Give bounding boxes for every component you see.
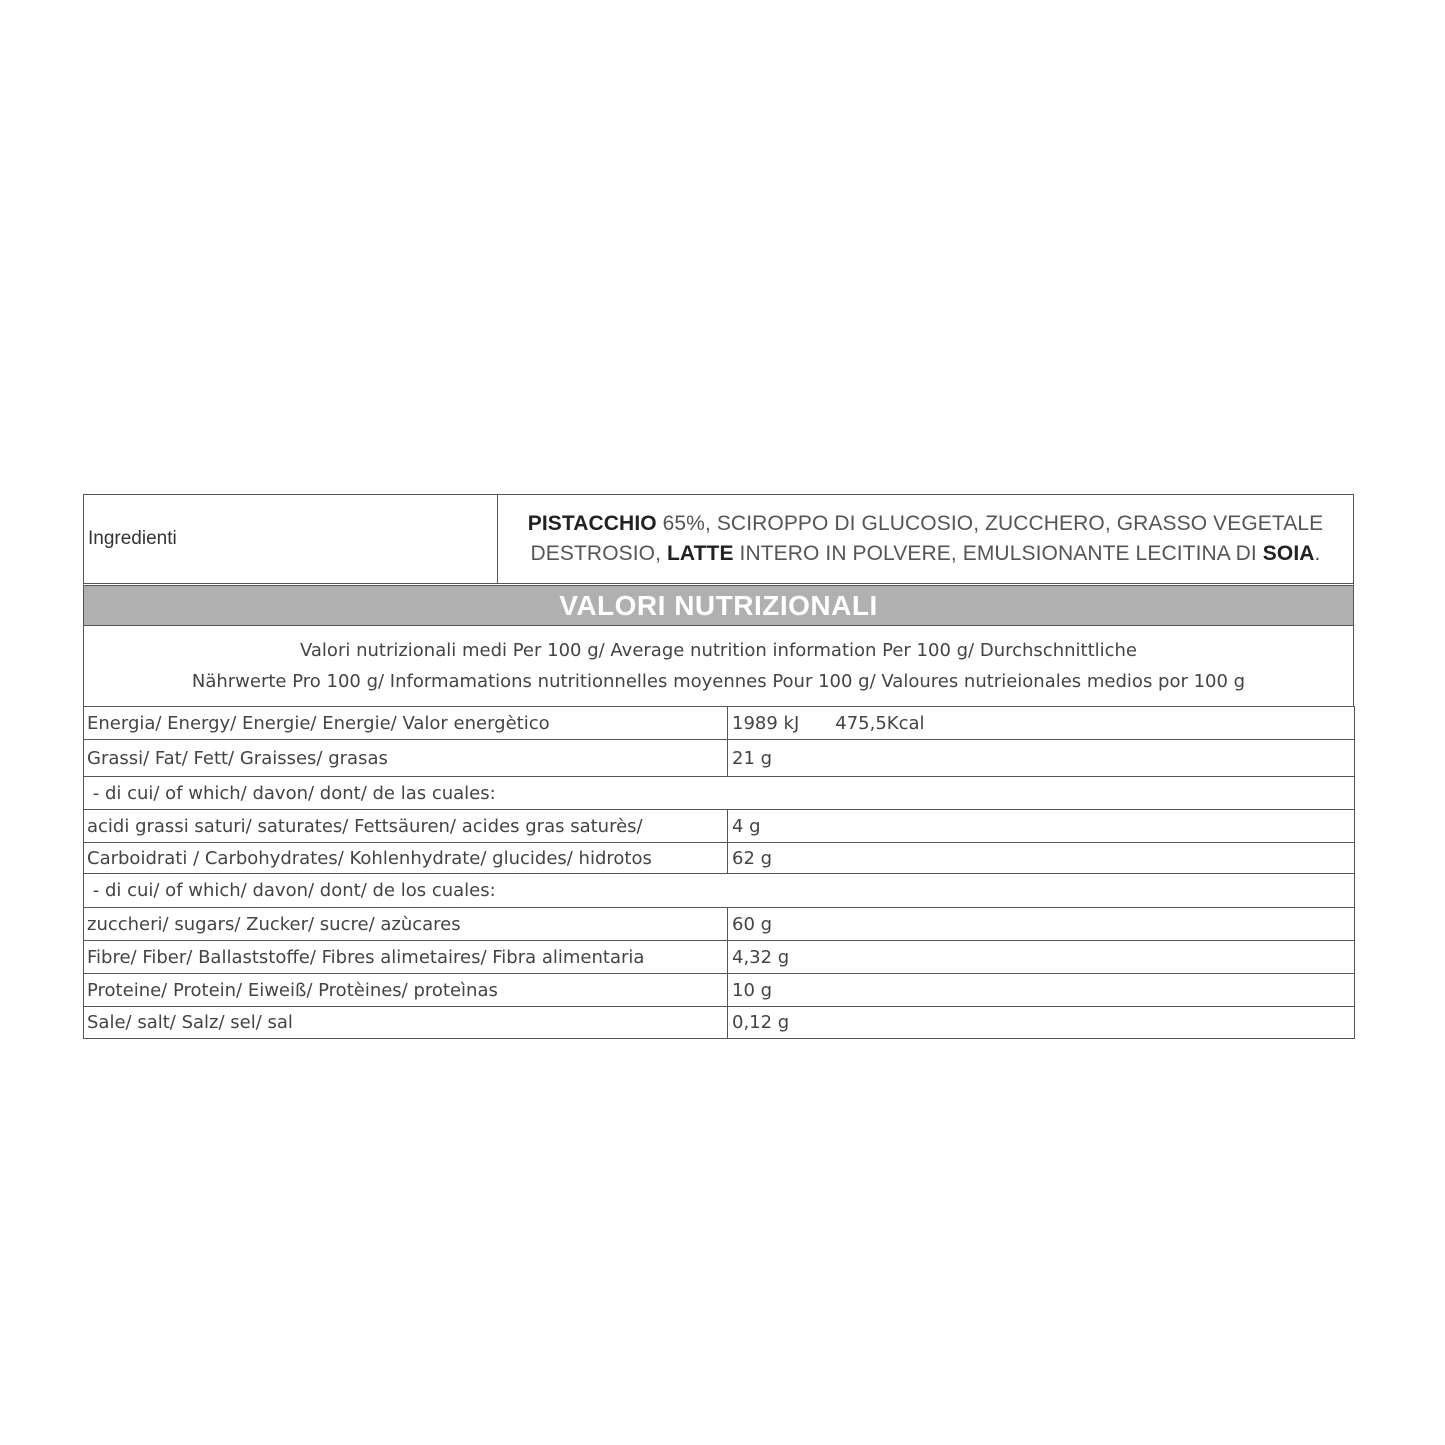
nutrient-label: acidi grassi saturi/ saturates/ Fettsäuren/ acides gras saturès/ bbox=[84, 810, 728, 843]
table-row bbox=[84, 874, 1355, 908]
nutrition-table bbox=[83, 706, 1355, 1039]
table-row bbox=[84, 974, 1355, 1007]
nutrient-value: 62 g bbox=[728, 843, 1355, 874]
nutrient-label: Proteine/ Protein/ Eiweiß/ Protèines/ proteìnas bbox=[84, 974, 728, 1007]
nutrient-subheading: - di cui/ of which/ davon/ dont/ de las cuales: bbox=[84, 777, 1355, 810]
nutrient-subheading: - di cui/ of which/ davon/ dont/ de los cuales: bbox=[84, 874, 1355, 908]
nutrient-value: 0,12 g bbox=[728, 1007, 1355, 1039]
nutrient-label: Grassi/ Fat/ Fett/ Graisses/ grasas bbox=[84, 740, 728, 777]
table-row bbox=[84, 740, 1355, 777]
nutrient-value bbox=[728, 707, 1355, 740]
allergen-latte: LATTE bbox=[666, 542, 734, 565]
ingredients-section bbox=[83, 494, 1354, 586]
nutrient-value: 4,32 g bbox=[728, 941, 1355, 974]
ingredients-line-2-start: DESTROSIO, bbox=[530, 542, 667, 565]
ingredients-line-2 bbox=[531, 539, 1321, 569]
table-row bbox=[84, 777, 1355, 810]
energy-kcal: 475,5Kcal bbox=[835, 712, 925, 734]
nutrient-value: 4 g bbox=[728, 810, 1355, 843]
nutrient-value: 21 g bbox=[728, 740, 1355, 777]
ingredients-line-2-end: . bbox=[1314, 542, 1321, 565]
nutrient-label: Carboidrati / Carbohydrates/ Kohlenhydrate/ glucides/ hidrotos bbox=[84, 843, 728, 874]
nutrient-label: zuccheri/ sugars/ Zucker/ sucre/ azùcares bbox=[84, 908, 728, 941]
table-row bbox=[84, 908, 1355, 941]
table-row bbox=[84, 1007, 1355, 1039]
allergen-soia: SOIA bbox=[1262, 542, 1315, 565]
ingredients-line-2-mid: INTERO IN POLVERE, EMULSIONANTE LECITINA DI bbox=[733, 542, 1263, 565]
nutrition-intro bbox=[83, 626, 1354, 706]
nutrition-intro-line-1: Valori nutrizionali medi Per 100 g/ Average nutrition information Per 100 g/ Durchschnittliche bbox=[299, 640, 1138, 661]
table-row bbox=[84, 941, 1355, 974]
energy-kj: 1989 kJ bbox=[732, 712, 800, 734]
nutrition-title: VALORI NUTRIZIONALI bbox=[83, 586, 1354, 626]
ingredients-line-1 bbox=[528, 509, 1324, 539]
nutrient-label: Sale/ salt/ Salz/ sel/ sal bbox=[84, 1007, 728, 1039]
nutrient-label: Energia/ Energy/ Energie/ Energie/ Valor energètico bbox=[84, 707, 728, 740]
nutrient-value: 60 g bbox=[728, 908, 1355, 941]
table-row bbox=[84, 810, 1355, 843]
product-label-sheet bbox=[83, 494, 1354, 1039]
ingredients-line-1-rest: 65%, SCIROPPO DI GLUCOSIO, ZUCCHERO, GRASSO VEGETALE bbox=[656, 512, 1324, 535]
nutrient-label: Fibre/ Fiber/ Ballaststoffe/ Fibres alimetaires/ Fibra alimentaria bbox=[84, 941, 728, 974]
table-row bbox=[84, 707, 1355, 740]
nutrition-intro-line-2: Nährwerte Pro 100 g/ Informamations nutritionnelles moyennes Pour 100 g/ Valoures nutrieionales medios por 100 g bbox=[191, 671, 1246, 692]
ingredients-list bbox=[498, 495, 1353, 583]
ingredients-label: Ingredienti bbox=[84, 495, 498, 583]
allergen-pistacchio: PISTACCHIO bbox=[527, 512, 657, 535]
table-row bbox=[84, 843, 1355, 874]
nutrient-value: 10 g bbox=[728, 974, 1355, 1007]
